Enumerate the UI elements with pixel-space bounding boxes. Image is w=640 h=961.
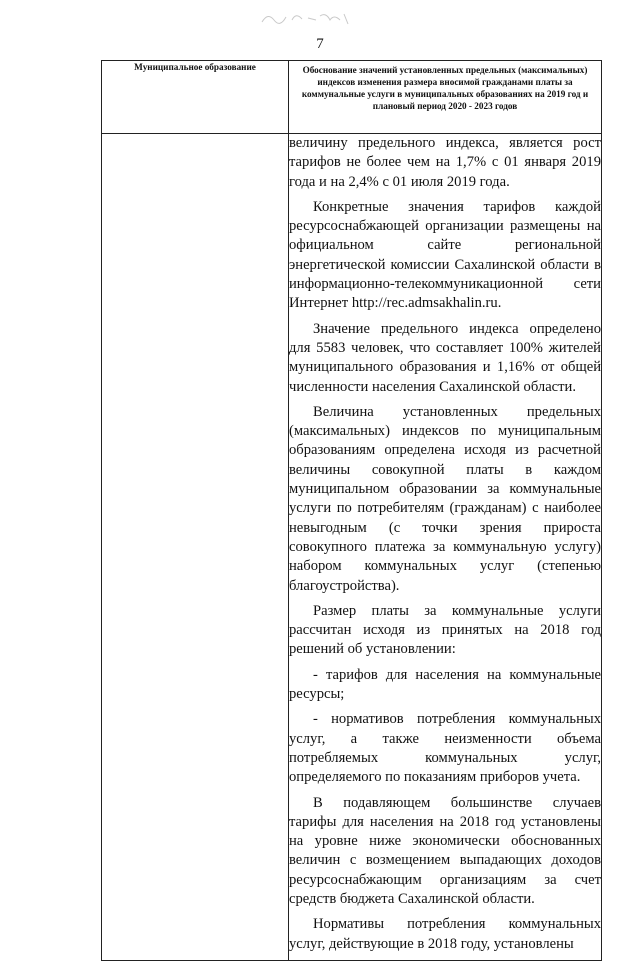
paragraph: Значение предельного индекса определено для 5583 человек, что составляет 100% жителей муниципального образования и 1,16% от общей численности населения Сахалинской области. xyxy=(289,320,601,395)
municipality-cell xyxy=(102,134,289,961)
list-item: - нормативов потребления коммунальных услуг, а также неизменности объема потребляемых коммунальных услуг, определяемого по показаниям приборов учета. xyxy=(289,711,601,786)
list-item: - тарифов для населения на коммунальные ресурсы; xyxy=(289,666,601,703)
paragraph: величину предельного индекса, является рост тарифов не более чем на 1,7% с 01 января 2019 года и на 2,4% с 01 июля 2019 года. xyxy=(289,135,601,190)
header-municipality: Муниципальное образование xyxy=(102,61,289,134)
page-number: 7 xyxy=(316,36,324,52)
table-header-row xyxy=(102,61,602,134)
justification-table xyxy=(101,60,602,961)
paragraph: Размер платы за коммунальные услуги рассчитан исходя из принятых на 2018 год решений об установлении: xyxy=(289,602,601,658)
header-justification: Обоснование значений установленных предельных (максимальных) индексов изменения размера вносимой гражданами платы за коммунальные услуги в муниципальных образованиях на 2019 год и плановый период 2020 - 2023 годов xyxy=(289,61,602,134)
paragraph: Конкретные значения тарифов каждой ресурсоснабжающей организации размещены на официальном сайте региональной энергетической комиссии Сахалинской области в информационно-телекоммуникационной сети Интернет http://rec.admsakhalin.ru. xyxy=(289,198,601,312)
stamp-mark xyxy=(258,6,358,28)
justification-cell xyxy=(289,134,602,961)
paragraph: В подавляющем большинстве случаев тарифы для населения на 2018 год установлены на уровне ниже экономически обоснованных величин с возмещением выпадающих доходов ресурсоснабжающим организациям за счет средств бюджета Сахалинской области. xyxy=(289,794,601,907)
table-row xyxy=(102,134,602,961)
paragraph: Величина установленных предельных (максимальных) индексов по муниципальным образованиям определена исходя из расчетной величины совокупной платы в каждом муниципальном образовании за коммунальные услуги по потребителям (гражданам) с наиболее невыгодным (с точки зрения прироста совокупного платежа за коммунальную услугу) набором коммунальных услуг (степенью благоустройства). xyxy=(289,403,601,594)
paragraph: Нормативы потребления коммунальных услуг, действующие в 2018 году, установлены xyxy=(289,916,601,952)
